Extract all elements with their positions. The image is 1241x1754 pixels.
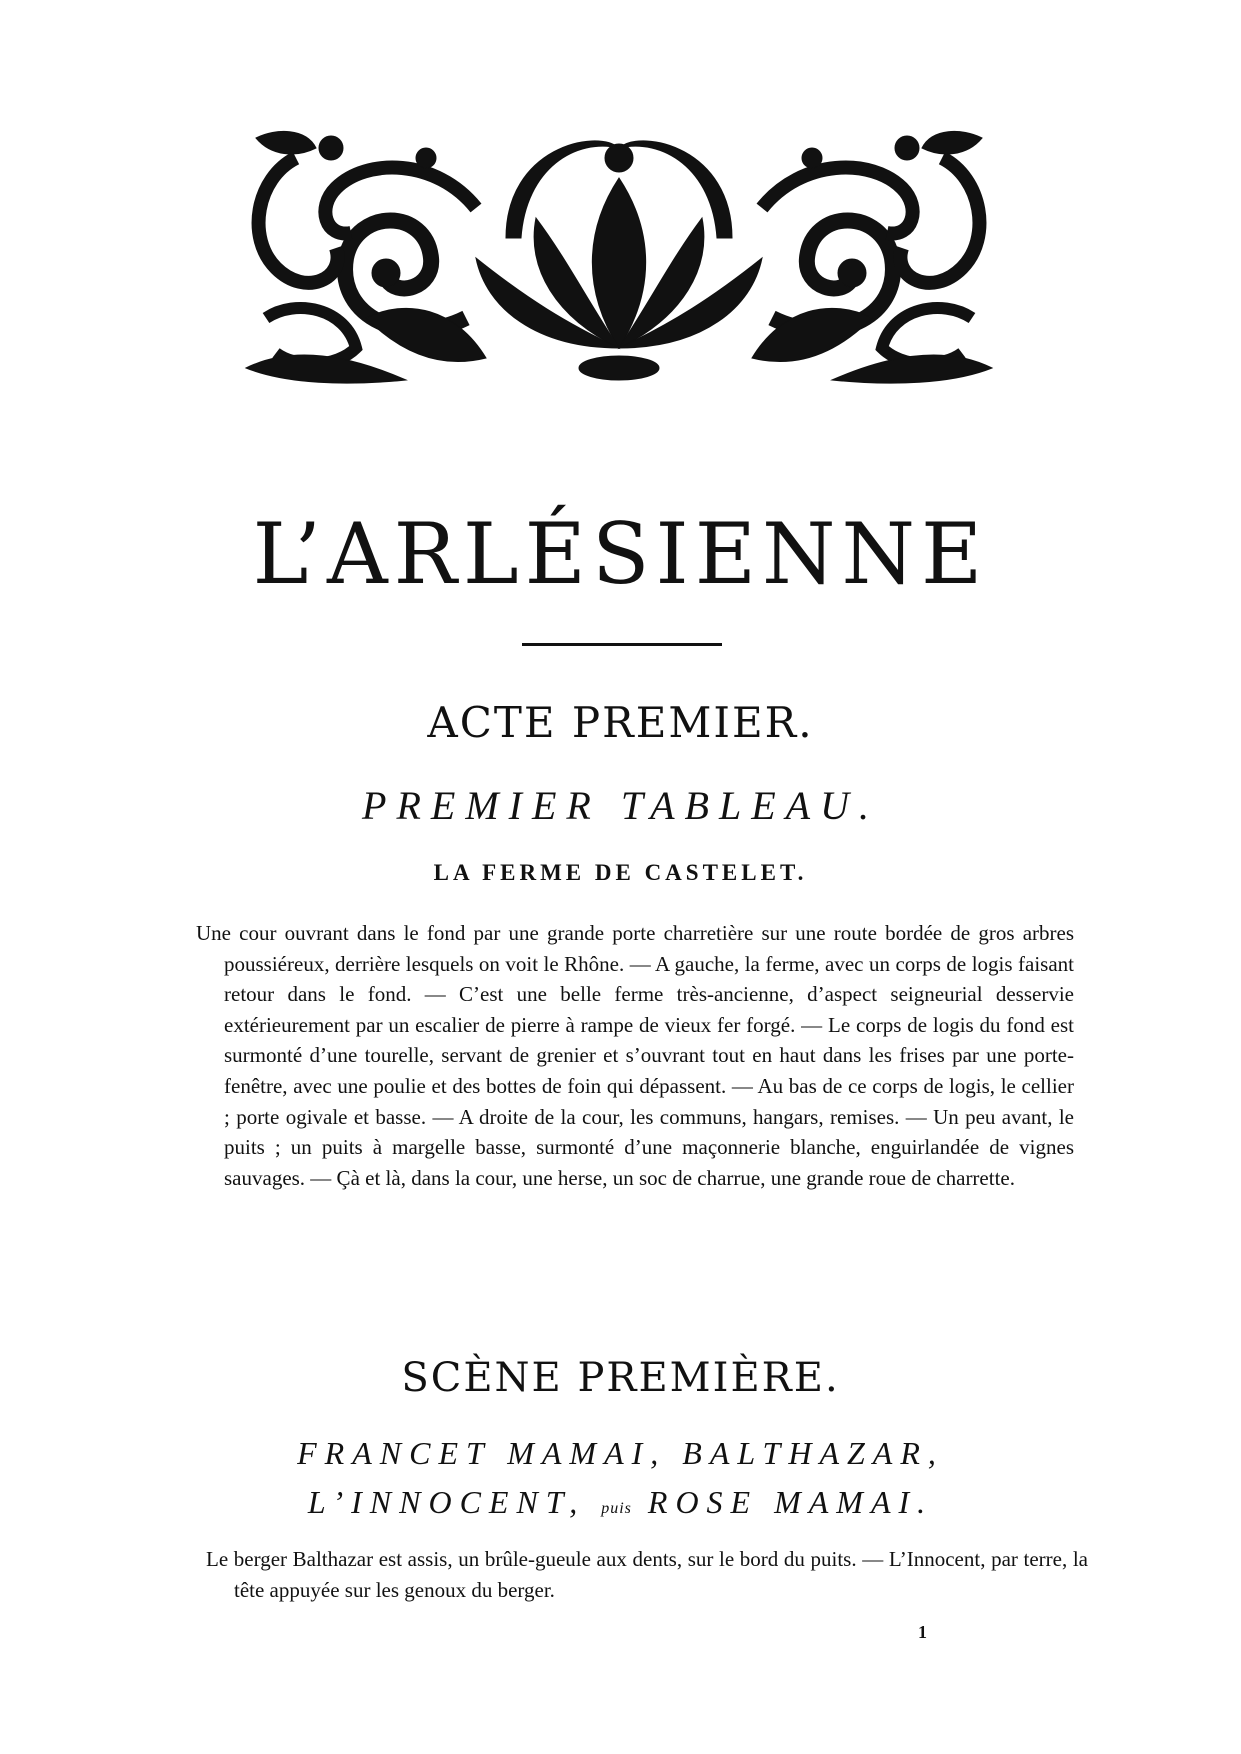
character-innocent: L’INNOCENT, — [307, 1484, 586, 1520]
setting-description: Une cour ouvrant dans le fond par une grande porte charretière sur une route bordée de gros arbres poussiéreux, derrière lesquels on voit le Rhône. — A gauche, la ferme, avec un corps de logis faisant retour dans le fond. — C’est une belle ferme très-ancienne, d’aspect seigneurial desservie extérieurement par un escalier de pierre à rampe de vieux fer forgé. — Le corps de logis du fond est surmonté d’une tourelle, servant de grenier et s’ouvrant tout en haut dans les frises par une porte-fenêtre, avec une poulie et des bottes de foin qui dépassent. — Au bas de ce corps de logis, le cellier ; porte ogivale et basse. — A droite de la cour, les communs, hangars, remises. — Un peu avant, le puits ; un puits à margelle basse, surmonté d’une maçonnerie blanche, enguirlandée de vignes sauvages. — Çà et là, dans la cour, une herse, un soc de charrue, une grande roue de charrette. — [196, 921, 1074, 1190]
decorative-headpiece-ornament — [236, 118, 1002, 386]
characters-line-1: FRANCET MAMAI, BALTHAZAR, — [297, 1435, 944, 1471]
characters-line-2 — [0, 1486, 1241, 1518]
scene-heading: SCÈNE PREMIÈRE. — [401, 1355, 840, 1401]
play-title: L’ARLÉSIENNE — [252, 505, 989, 603]
stage-direction: Le berger Balthazar est assis, un brûle-gueule aux dents, sur le bord du puits. — L’Innocent, par terre, la tête appuyée sur les genoux du berger. — [206, 1547, 1088, 1602]
character-rose-mamai: ROSE MAMAI. — [647, 1484, 934, 1520]
page-number: 1 — [918, 1622, 927, 1642]
setting-heading: LA FERME DE CASTELET. — [433, 860, 808, 885]
act-heading: ACTE PREMIER. — [427, 698, 814, 747]
tableau-heading: PREMIER TABLEAU. — [362, 783, 879, 828]
title-divider-rule — [522, 643, 722, 646]
puis-connector: puis — [601, 1500, 632, 1517]
